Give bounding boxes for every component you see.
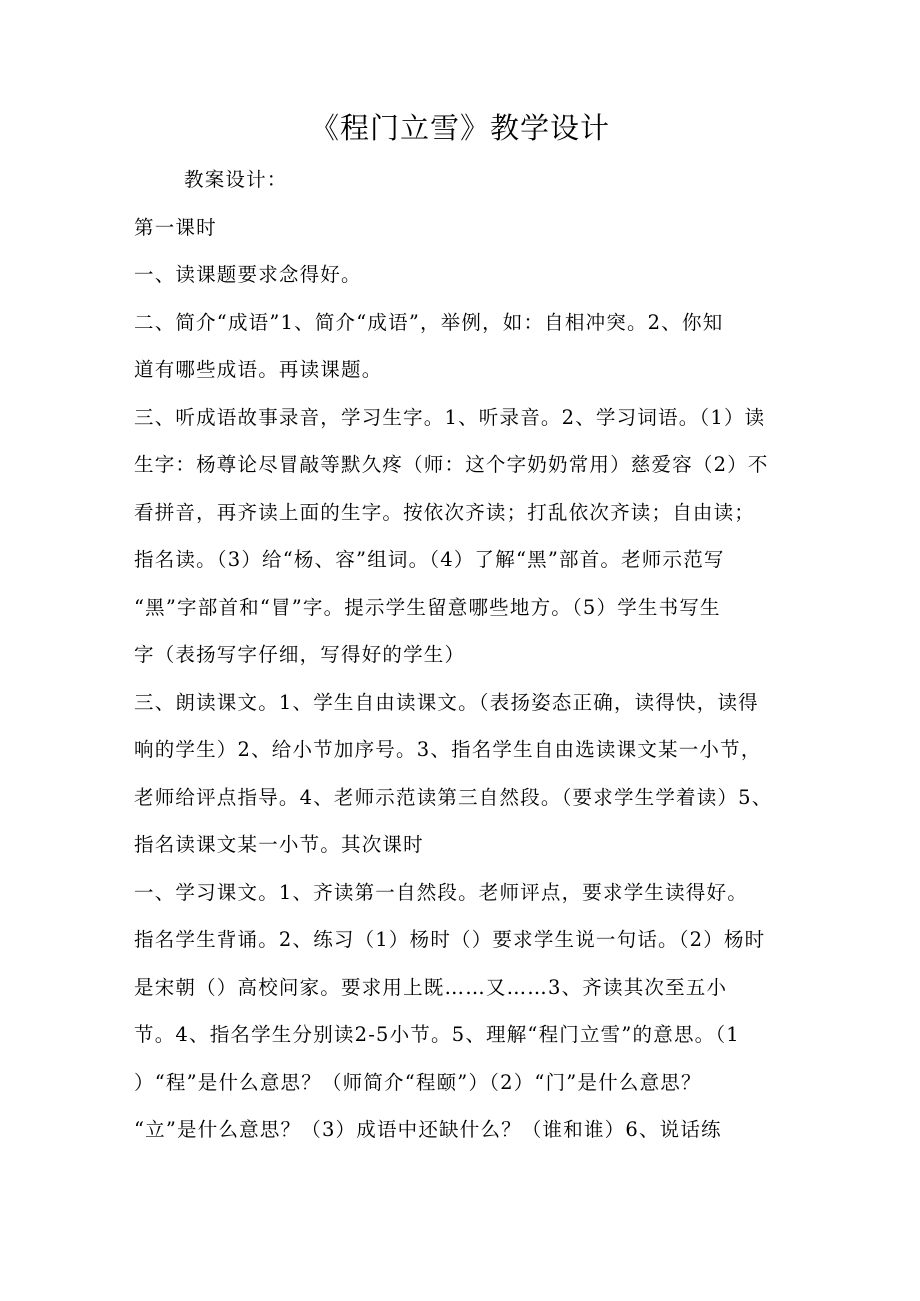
text-line: “立”是什么意思？（3）成语中还缺什么？（谁和谁）6、说话练 <box>134 1118 722 1141</box>
text-line: 老师给评点指导。4、老师示范读第三自然段。（要求学生学着读）5、 <box>134 785 773 809</box>
text-line: 是宋朝（）高校问家。要求用上既……又……3、齐读其次至五小 <box>134 975 728 999</box>
text-line: 看拼音，再齐读上面的生字。按依次齐读；打乱依次齐读；自由读； <box>134 500 756 524</box>
text-line: 第一课时 <box>134 215 217 239</box>
text-line: 二、简介“成语”1、简介“成语”，举例，如：自相冲突。2、你知 <box>134 310 724 334</box>
document-body <box>134 160 814 1158</box>
text-line: 指名学生背诵。2、练习（1）杨时（）要求学生说一句话。（2）杨时 <box>134 928 766 951</box>
text-line: 生字：杨尊论尽冒敲等默久疼（师：这个字奶奶常用）慈爱容（2）不 <box>134 453 769 476</box>
text-line: 三、听成语故事录音，学习生字。1、听录音。2、学习词语。（1）读 <box>134 405 766 429</box>
text-line: 指名读课文某一小节。其次课时 <box>134 833 424 856</box>
text-line: 节。4、指名学生分别读2-5小节。5、理解“程门立雪”的意思。（1 <box>134 1023 740 1046</box>
text-line: 一、读课题要求念得好。 <box>134 263 362 286</box>
text-line: 响的学生）2、给小节加序号。3、指名学生自由选读课文某一小节， <box>134 738 762 761</box>
text-line: 一、学习课文。1、齐读第一自然段。老师评点，要求学生读得好。 <box>134 880 748 904</box>
document-title: 《程门立雪》教学设计 <box>309 111 610 145</box>
text-line: “黑”字部首和“冒”字。提示学生留意哪些地方。（5）学生书写生 <box>134 595 721 619</box>
text-line: ）“程”是什么意思？（师简介“程颐”）（2）“门”是什么意思？ <box>134 1070 702 1094</box>
text-line: 道有哪些成语。再读课题。 <box>134 358 383 381</box>
text-line: 指名读。（3）给“杨、容”组词。（4）了解“黑”部首。老师示范写 <box>134 548 725 571</box>
text-line: 教案设计： <box>184 168 288 191</box>
text-line: 三、朗读课文。1、学生自由读课文。（表扬姿态正确，读得快，读得 <box>134 690 759 714</box>
text-line: 字（表扬写字仔细，写得好的学生） <box>134 643 466 666</box>
